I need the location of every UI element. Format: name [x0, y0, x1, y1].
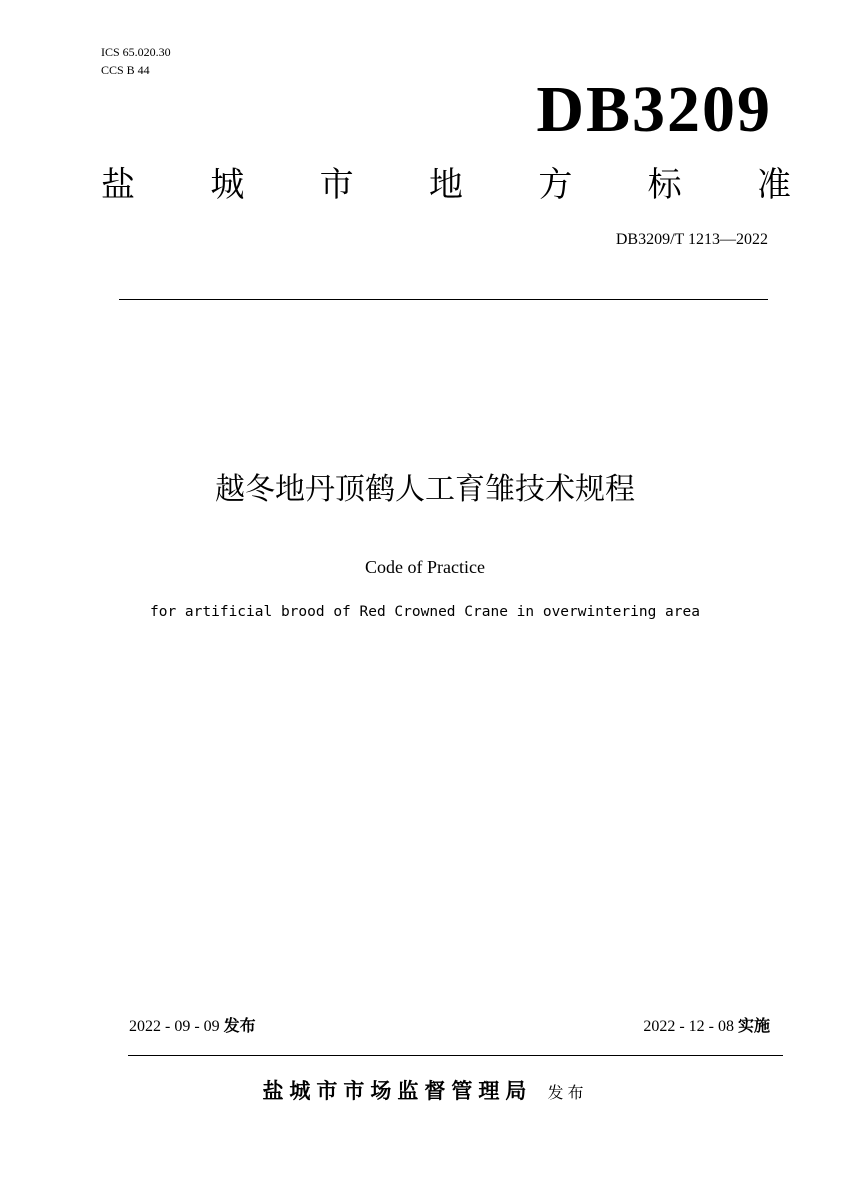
class-title-char: 城: [210, 165, 245, 205]
standard-code: DB3209: [536, 73, 772, 146]
release-date: [129, 1016, 256, 1037]
class-title-char: 标: [647, 165, 682, 205]
effective-date: [643, 1016, 770, 1037]
document-title-en-line2: for artificial brood of Red Crowned Crane in overwintering area: [150, 604, 700, 620]
standard-class-title: [101, 162, 791, 208]
release-label: 发布: [223, 1016, 256, 1035]
release-date-value: 2022 - 09 - 09: [129, 1018, 220, 1035]
ics-code: ICS 65.020.30: [101, 45, 171, 59]
bottom-divider: [128, 1055, 783, 1056]
ccs-code: CCS B 44: [101, 63, 150, 77]
class-title-char: 地: [428, 165, 463, 205]
class-title-char: 市: [319, 165, 354, 205]
class-title-char: 准: [756, 165, 791, 205]
top-divider: [119, 299, 768, 300]
issuer-action: 发布: [547, 1083, 588, 1102]
standard-number: DB3209/T 1213—2022: [615, 231, 768, 248]
issuer-line: [0, 1077, 850, 1107]
document-title-en-line1: Code of Practice: [365, 557, 485, 577]
document-title-zh: 越冬地丹顶鹤人工育雏技术规程: [215, 472, 635, 507]
effective-date-value: 2022 - 12 - 08: [643, 1018, 734, 1035]
issuer-name: 盐城市市场监督管理局: [262, 1079, 533, 1103]
class-title-char: 方: [538, 165, 573, 205]
class-title-char: 盐: [101, 165, 135, 205]
effective-label: 实施: [737, 1016, 770, 1035]
